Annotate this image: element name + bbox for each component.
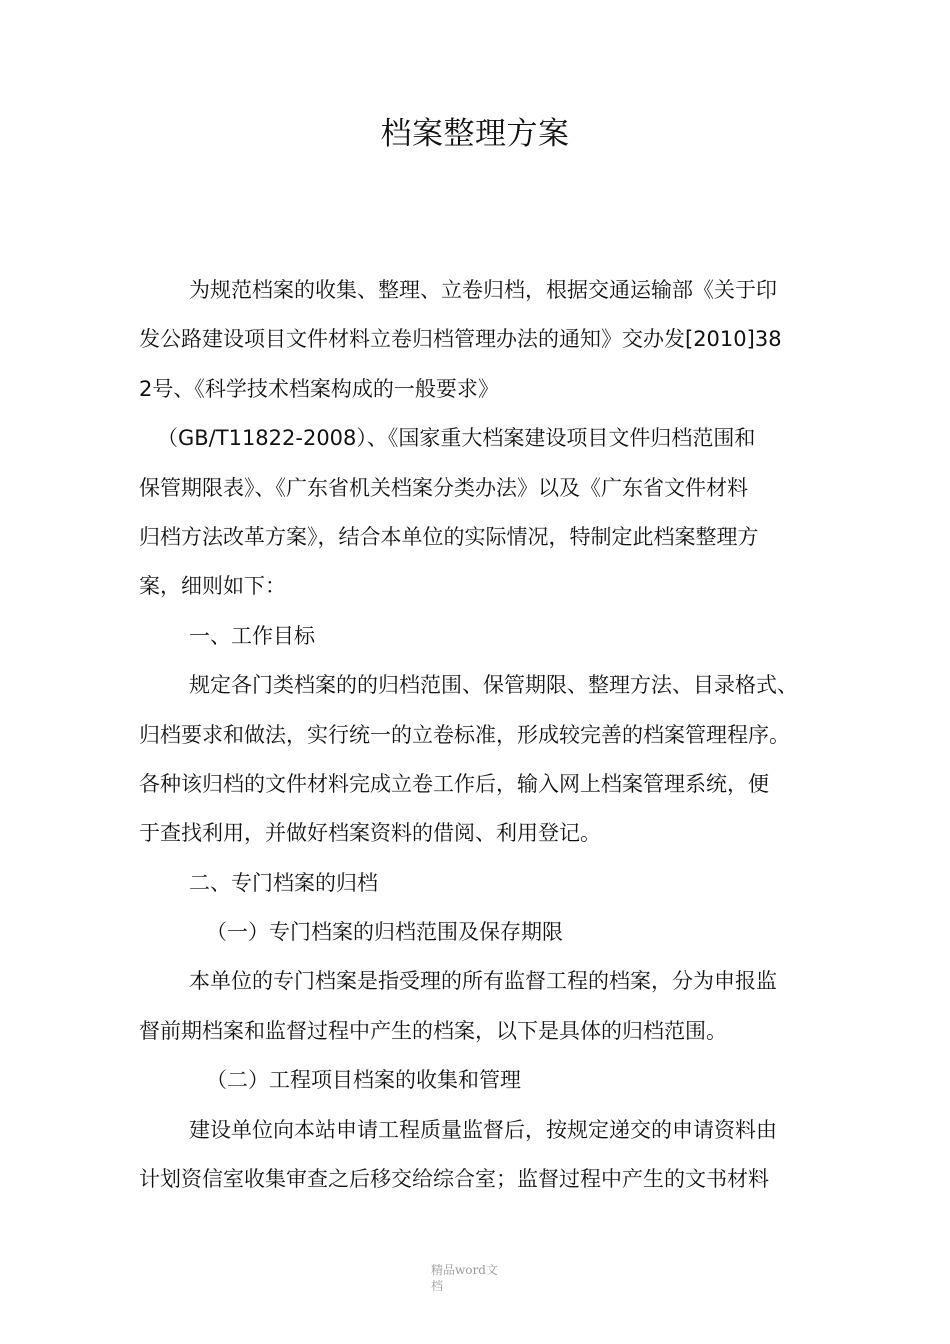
document-title: 档案整理方案 <box>380 116 570 152</box>
section-heading: 一、工作目标 <box>189 623 315 648</box>
paragraph-line: 归档要求和做法，实行统一的立卷标准，形成较完善的档案管理程序。 <box>139 722 790 747</box>
paragraph-line: 2号、《科学技术档案构成的一般要求》 <box>139 376 499 401</box>
footer-watermark <box>431 1262 521 1294</box>
paragraph-line: 督前期档案和监督过程中产生的档案，以下是具体的归档范围。 <box>139 1018 727 1043</box>
paragraph-line: 为规范档案的收集、整理、立卷归档，根据交通运输部《关于印 <box>189 278 777 302</box>
paragraph-line: 规定各门类档案的的归档范围、保管期限、整理方法、目录格式、 <box>189 673 798 698</box>
paragraph-line: 于查找利用，并做好档案资料的借阅、利用登记。 <box>139 821 601 846</box>
paragraph-line: （GB/T11822-2008）、《国家重大档案建设项目文件归档范围和 <box>157 426 756 451</box>
paragraph-line: 案，细则如下： <box>139 574 286 599</box>
paragraph-line: 发公路建设项目文件材料立卷归档管理办法的通知》交办发[2010]38 <box>139 327 782 352</box>
paragraph-line: 本单位的专门档案是指受理的所有监督工程的档案，分为申报监 <box>189 969 777 994</box>
paragraph-line: 计划资信室收集审查之后移交给综合室；监督过程中产生的文书材料 <box>139 1167 769 1192</box>
document-body <box>139 266 839 1204</box>
footer-line: 精品word文 <box>431 1263 498 1277</box>
paragraph-line: 建设单位向本站申请工程质量监督后，按规定递交的申请资料由 <box>189 1117 777 1142</box>
paragraph-line: 保管期限表》、《广东省机关档案分类办法》以及《广东省文件材料 <box>139 475 748 500</box>
subsection-heading: （一）专门档案的归档范围及保存期限 <box>206 920 563 945</box>
paragraph-line: 归档方法改革方案》，结合本单位的实际情况，特制定此档案整理方 <box>139 524 759 549</box>
section-heading: 二、专门档案的归档 <box>189 870 378 895</box>
paragraph-line: 各种该归档的文件材料完成立卷工作后，输入网上档案管理系统，便 <box>139 771 769 796</box>
footer-line: 档 <box>431 1279 444 1293</box>
subsection-heading: （二）工程项目档案的收集和管理 <box>206 1068 521 1093</box>
